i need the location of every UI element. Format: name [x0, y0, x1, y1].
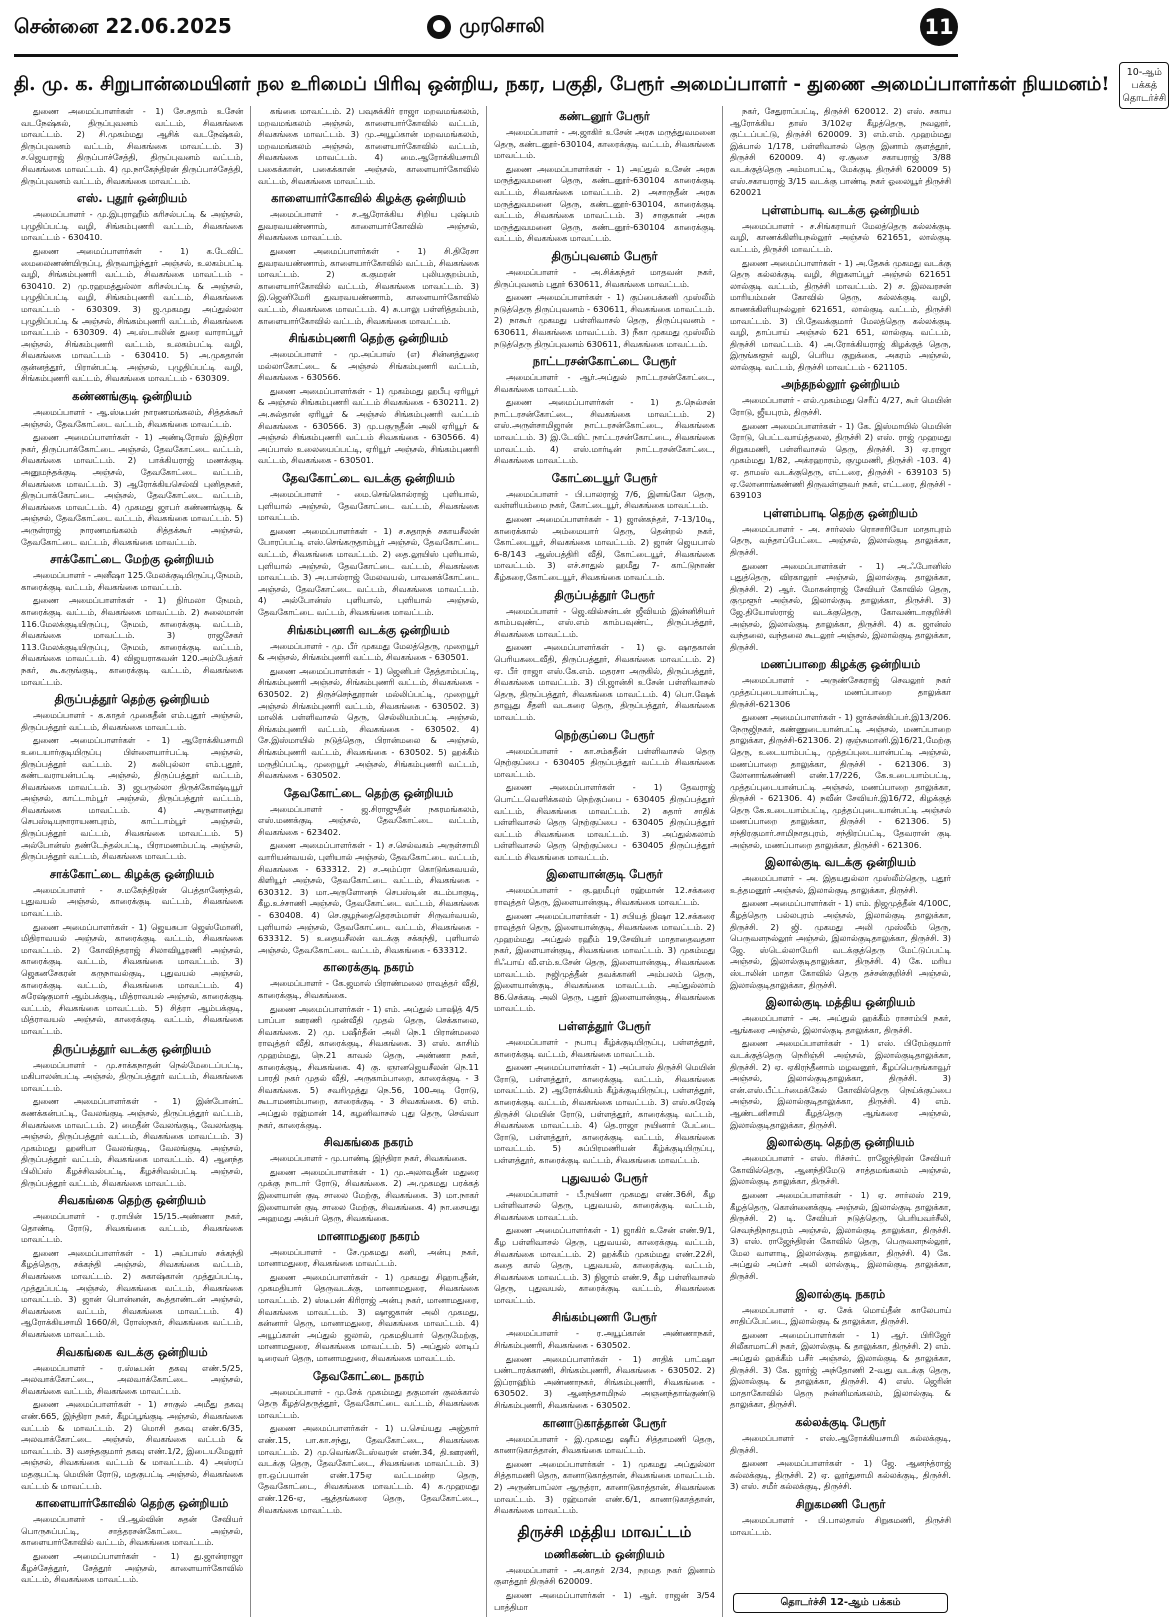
appointment-text: அமைப்பாளர் - பீ.நயினா முகமது எண்.36சி, கீழ பள்ளிவாசல் தெரு, புதுவயல், காரைக்குடி வட்டம், சிவகங்கை மாவட்டம்.	[494, 1188, 715, 1222]
appointment-section	[494, 1416, 715, 1517]
section-heading: சாக்கோட்டை கிழக்கு ஒன்றியம்	[49, 866, 215, 881]
appointment-text: துணை அமைப்பாளர்கள் - 1) மு.அலாவுதீன் மதுரை முக்கு நாடார் ரோடு, சிவகங்கை. 2) அ.முகமது பரக்கத் இளையான் குடி சாலை மேற்கு, சிவகங்கை. 3) மா.நாகர் இளையான் குடி சாலை மேற்கு, சிவகங்கை. 4) நா.சையது அஹமது அக்பர் தெரு, சிவகங்கை.	[258, 1166, 479, 1224]
column-4	[722, 106, 958, 1617]
headline: தி. மு. க. சிறுபான்மையினர் நல உரிமைப் பிரிவு ஒன்றிய, நகர, பகுதி, பேரூர் அமைப்பாளர் - துணை அமைப்பாளர்கள் நியமனம்!	[14, 74, 1110, 95]
appointment-section	[494, 1523, 715, 1543]
article-columns	[14, 106, 958, 1612]
section-heading: திருப்பத்தூர் வடக்கு ஒன்றியம்	[52, 1041, 212, 1056]
district-heading: திருச்சி மத்திய மாவட்டம்	[517, 1522, 692, 1541]
appointment-section	[258, 1229, 479, 1365]
column-3	[486, 106, 722, 1617]
appointment-text: அமைப்பாளர் - மு.பாண்டி இந்திரா நகர், சிவகங்கை.	[270, 1153, 468, 1164]
appointment-text: அமைப்பாளர் - அ. சார்லஸ் ரொசாரியோ மாதாபுரம் தெரு, வந்தாப்பேட்டை அஞ்சல், இலால்குடி தாலுக்கா, திருச்சி.	[730, 523, 951, 557]
section-heading: இலால்குடி தெற்கு ஒன்றியம்	[766, 1135, 915, 1150]
section-heading: இலால்குடி மத்திய ஒன்றியம்	[765, 995, 916, 1010]
section-heading: சாக்கோட்டை மேற்கு ஒன்றியம்	[50, 552, 214, 567]
appointment-section	[730, 1415, 951, 1493]
section-heading: சிவகங்கை நகரம்	[323, 1135, 414, 1150]
section-heading: இளையான்குடி பேரூர்	[546, 867, 663, 882]
section-heading: நாட்டரசன்கோட்டை பேரூர்	[532, 354, 677, 369]
appointment-section	[21, 106, 243, 187]
appointment-text: அமைப்பாளர் - அ.காதர் 2/34, நறமத நகர் இனாம் குளத்தூர் திருச்சி 620009.	[494, 1564, 715, 1587]
appointment-section	[21, 692, 243, 863]
appointment-section	[258, 191, 479, 327]
appointment-text: துணை அமைப்பாளர்கள் - 1) சி.திரேசா துவரவயண்ணாம், காளையார்கோவில் வட்டம், சிவகங்கை மாவட்டம். 2) க.குமரன் புலியகுறம்பம், காளையார்கோவில் வட்டம், சிவகங்கை மாவட்டம். 3) இ.ஜெனிமேரி துவரவயண்ணாம், காளையார்கோவில் வட்டம், சிவகங்கை மாவட்டம். 4) சு.பாலு பள்ளித்தம்பம், காளையார்கோவில் வட்டம், சிவகங்கை மாவட்டம்.	[258, 245, 479, 326]
appointment-text: அமைப்பாளர் - அ. அப்துல் ஹக்கீம் ராசாம்பி நகர், ஆங்கரை அஞ்சல், இலால்குடி தாலுக்கா, திருச்சி.	[730, 1013, 951, 1035]
appointment-text: துணை அமைப்பாளர்கள் - 1) அப்துல் உசேன் அரசு மருத்துவமனை தெரு, கண்டனூர்-630104 காரைக்குடி வட்டம், சிவகங்கை மாவட்டம். 2) அசாருதீன் அரசு மருத்துவமனை தெரு, கண்டனூர்-630104, காரைக்குடி வட்டம், சிவகங்கை மாவட்டம். 3) சாகுகான் அரசு மருத்துவமனை தெரு, கண்டனூர்-630104 காரைக்குடி வட்டம், சிவகங்கை மாவட்டம்.	[494, 163, 715, 244]
appointment-section	[730, 377, 951, 501]
appointment-text: துணை அமைப்பாளர்கள் - 1) ச.சுதாநந் சகாயசீலன் போரப்பட்டி எஸ்.செங்கருதாம்பூர் அஞ்சல், தேவகோட்டை வட்டம், சிவகங்கை மாவட்டம். 2) தை.லூயிஸ் புளியால், புளியால் அஞ்சல், தேவகோட்டை வட்டம், சிவகங்கை மாவட்டம். 3) அ.பால்ராஜ் மேலவயல், பாவனக்கோட்டை அஞ்சல், தேவகோட்டை வட்டம், சிவகங்கை மாவட்டம். 4) அல்போன்ஸ் புளியால், புளியால் அஞ்சல், தேவகோட்டை வட்டம், சிவகங்கை மாவட்டம்.	[258, 525, 479, 617]
section-heading: பள்ளத்தூர் பேரூர்	[558, 1019, 651, 1033]
appointment-section	[494, 1019, 715, 1167]
appointment-text: துணை அமைப்பாளர்கள் - 1) அ.தேசுக் முகமது வடக்கு தெரு கல்லக்குடி வழி, சிறுகளப்பூர் அஞ்சல் 621651 லால்குடி வட்டம், திருச்சி மாவட்டம். 2) ச. இலவரசன் மாரியம்மன் கோவில் தெரு, கல்லக்குடி வழி, காணக்கிளியநல்லூர் 621651, லால்குடி வட்டம், திருச்சி மாவட்டம். 3) பி.தேவக்குமார் மேலத்தெரு கல்லக்குடி வழி, தாப்பாய் அஞ்சல் 621 651, லால்குடி வட்டம், திருச்சி மாவட்டம். 4) அ.ரோக்கியராஜ் கிழக்குத் தெரு, இருங்களூர் வழி, பெரிய குறுக்கை, அகரம் அஞ்சல், லால்குடி வட்டம், திருச்சி மாவட்டம் - 621105.	[730, 257, 951, 372]
appointment-section	[258, 106, 479, 187]
appointment-text: துணை அமைப்பாளர்கள் - 1) முகமது அப்துல்லா சித்தாமணி தெரு, கானாடுகாத்தான், சிவகங்கை மாவட்டம். 2) அருண்பாப்லா ஆருத்ரா, கானாடுகாத்தான், சிவகங்கை மாவட்டம். 3) ரஹ்மான் எண்.6/1, கானாடுகாத்தான், சிவகங்கை மாவட்டம்.	[494, 1458, 715, 1516]
appointment-text: துணை அமைப்பாளர்கள் - 1) தேவராஜ் பொட்டவெளிக்கலம் நெற்குப்பை - 630405 திருப்பத்தூர் வட்டம், சிவகங்கை மாவட்டம். 2) சுதார் சாதிக் பள்ளிவாசல் தெரு நெற்குப்பை - 630405 திருப்பத்தூர் வட்டம் சிவகங்கை மாவட்டம். 3) அப்துல்கலாம் பள்ளிவாசல் தெரு நெற்குப்பை - 630405 திருப்பத்தூர் வட்டம் சிவகங்கை மாவட்டம்.	[494, 782, 715, 862]
section-heading: சிறுகமணி பேரூர்	[795, 1496, 886, 1511]
appointment-text: துணை அமைப்பாளர்கள் - 1) அப்பாஸ் சக்கந்தி கீழத்தெரு, சக்கந்தி அஞ்சல், சிவகங்கை வட்டம், சிவகங்கை மாவட்டம். 2) சுகாஷ்கான் முத்துப்பட்டி, முத்துப்பட்டி அஞ்சல், சிவகங்கை வட்டம், சிவகங்கை மாவட்டம். 3) ஜான் பொன்னன், கூத்தாண்டன் அஞ்சல், சிவகங்கை வட்டம், சிவகங்கை மாவட்டம். 4) ஆரோக்கியசாமி 1660/சி, ரோஸ்நகர், சிவகங்கை வட்டம், சிவகங்கை மாவட்டம்.	[21, 1247, 243, 1340]
appointment-text: அமைப்பாளர் - மு.சாக்கநாதன் நெல்மேடைப்பட்டி, மகிபாலன்பட்டி அஞ்சல், திருப்பத்தூர் வட்டம், சிவகங்கை மாவட்டம்.	[21, 1059, 243, 1093]
appointment-text: துணை அமைப்பாளர்கள் - 1) எஸ். பிரேம்குமார் வடக்குத்தெரு நெரிஞ்சி அஞ்சல், இலால்குடிதாலுக்கா, திருச்சி. 2) ஏ. ஏகிரந்தீனாம் மழவனூர், கீழப்பெருங்காவூர் அஞ்சல், இலால்குடிதாலுக்கா, திருச்சி. 3) என்.எஸ்.பீட்டர்மைக்கேல் கோவில்தெரு நெய்க்குப்பை அஞ்சல், இலால்குடிதாலுக்கா, திருச்சி. 4) எம். ஆண்டனிசாமி கீழத்தெரு ஆங்கரை அஞ்சல், இலால்குடிதாலுக்கா, திருச்சி.	[730, 1038, 951, 1130]
section-heading: காளையார்கோவில் கிழக்கு ஒன்றியம்	[271, 191, 466, 206]
section-heading: கண்ணங்குடி ஒன்றியம்	[72, 389, 192, 404]
appointment-text: அமைப்பாளர் - பி.ஆல்வின் சுதன் சேவியர் பொருசுப்பட்டி, சாத்தரசன்கோட்டை அஞ்சல், காளையார்கோவில் வட்டம், சிவகங்கை மாவட்டம்.	[21, 1514, 243, 1548]
paper-name: முரசொலி	[459, 14, 545, 37]
appointment-text: துணை அமைப்பாளர்கள் - 1) ஜாக்சன்கிப்பர்.இ13/206. நேருஜிநகர், கண்ணுடையான்பட்டி அஞ்சல், மணப்பாறை தாலுக்கா, திருச்சி-621306. 2) குஞ்சுமானி.இ16/21,மேற்கு தெரு, உடையாம்பட்டி, முத்தப்புடையான்பட்டி அஞ்சல், மணப்பாறை தாலுக்கா, திருச்சி - 621306. 3) லோனாங்கண்ணி எண்.17/226, கே.உடையாம்பட்டி, முத்தப்புடையான்பட்டி அஞ்சல், மணப்பாறை தாலுக்கா, திருச்சி - 621306. 4) நவீன் சேவியர்.இ16/72, கிழக்குத் தெரு கே.உடையாம்பட்டி, முத்தப்புடையான்பட்டி அஞ்சல் மணப்பாறை தாலுக்கா, திருச்சி - 621306. 5) சந்திரகுமார்.சாமிநாதபுரம், சந்திரப்பட்டி, தேவரான் குடி அஞ்சல், மணப்பாறை தாலுக்கா, திருச்சி - 621306.	[730, 712, 951, 850]
appointment-text: துணை அமைப்பாளர்கள் - 1) நிர்மலா நேமம், காரைக்குடி வட்டம், சிவகங்கை மாவட்டம். 2) சுலைமான் 116.மேலக்குடியிருப்பு, நேமம், காரைக்குடி வட்டம், சிவகங்கை மாவட்டம். 3) ராஜசேகர் 113.மேலக்குடியிருப்பு, நேமம், காரைக்குடி வட்டம், சிவகங்கை மாவட்டம். 4) விஜயராகவன் 120.அம்பேத்கர் நகர், கூ.கருங்குடி, காரைக்குடி வட்டம், சிவகங்கை மாவட்டம்.	[21, 595, 243, 687]
appointment-text: அமைப்பாளர் - பி.பாலதாஸ் சிறுகமணி, திருச்சி மாவட்டம்.	[730, 1514, 951, 1537]
appointment-text: அமைப்பாளர் - ஆர்.அப்துல் நாட்டரசன்கோட்டை, சிவகங்கை மாவட்டம்.	[494, 372, 715, 394]
appointment-text: துணை அமைப்பாளர்கள் - 1) ஆரோக்கியசாமி உடையார்குடியிருப்பு பிள்ளையார்பட்டி அஞ்சல், திருப்பத்தூர் வட்டம். 2) கலிபுல்லா எம்.புதூர், கண்டவராயன்பட்டி அஞ்சல், திருப்பத்தூர் வட்டம், சிவகங்கை மாவட்டம். 3) ஜபருல்லா திருக்கோஷ்டியூர் அஞ்சல், காட்டாம்பூர் அஞ்சல், திருப்பத்தூர் வட்டம், சிவகங்கை மாவட்டம். 4) அருளானந்து செபஸ்டியநாராயணபுரம், காட்டாம்பூர் அஞ்சல், திருப்பத்தூர் வட்டம், சிவகங்கை மாவட்டம். 5) அல்போன்ஸ் தண்டேந்தல்பட்டி, பிராமணம்பட்டி அஞ்சல், திருப்பத்தூர் வட்டம், சிவகங்கை மாவட்டம்.	[21, 735, 243, 862]
appointment-text: அமைப்பாளர் - எல்.முகம்மது செரீப் 4/27, கூர் மெயின் ரோடு, ஜீயபுரம், திருச்சி.	[730, 395, 951, 418]
section-heading: இலால்குடி வடக்கு ஒன்றியம்	[764, 855, 917, 870]
appointment-text: துணை அமைப்பாளர்கள் - 1) ஆர். ராஜன் 3/54 பாத்திமா	[494, 1589, 715, 1612]
appointment-section	[258, 623, 479, 782]
appointment-text: துணை அமைப்பாளர்கள் - 1) சே.சதாம் உசேன் வடநேஷ்கல், திருப்புவனம் வட்டம், சிவகங்கை மாவட்டம். 2) சி.முகம்மது ஆசிக் வடநேஷ்கல், திருப்புவனம் வட்டம், சிவகங்கை மாவட்டம். 3) ச.ஜெயராஜ் திருப்பாச்சேத்தி, திருப்புவனம் வட்டம், சிவகங்கை மாவட்டம். 4) மு.நாகேந்திரன் திருப்பாச்சேத்தி, திருப்புவனம் வட்டம், சிவகங்கை மாவட்டம்.	[21, 106, 243, 186]
appointment-text: அமைப்பாளர் - மு.அப்பாஸ் (எ) சின்னத்துரை மல்லாகோட்டை & அஞ்சல் சிங்கம்புணரி வட்டம், சிவகங்கை - 630566.	[258, 349, 479, 383]
appointment-text: துணை அமைப்பாளர்கள் - 1) ஜெயசுபா ஜெஸ்மோனி, மிதிராவயல் அஞ்சல், காரைக்குடி வட்டம், சிவகங்கை மாவட்டம். 2) கோவிந்தராஜ் சிலாவியூரணி அஞ்சல், காரைக்குடி வட்டம், சிவகங்கை மாவட்டம். 3) ஜெகனசேகரன் கருநாவல்குடி, புதுவயல் அஞ்சல், காரைக்குடி வட்டம், சிவகங்கை மாவட்டம். 4) சுரேஷ்குமார் ஆம்பக்குடி, மித்ராவயல் அஞ்சல், காரைக்குடி வட்டம், சிவகங்கை மாவட்டம். 5) சித்ரா ஆம்பக்குடி, மித்ராவயல் அஞ்சல், காரைக்குடி வட்டம், சிவகங்கை மாவட்டம்.	[21, 921, 243, 1036]
appointment-text: துணை அமைப்பாளர்கள் - 1) கே. இஸ்மாயில் மெயின் ரோடு, பெட்டவாய்த்தலை, திருச்சி 2) எஸ். ராஜ் முஹமது சிறுகமணி, பள்ளிவாசல் தெரு, திருச்சி. 3) ஏ.ராஜா முகம்மது 1/82, அக்ரஹாரம், குழுமணி, திருச்சி -103. 4) ஏ. தாமஸ் வடக்குதெரு, எட்டரை, திருச்சி - 639103 5) ஏ.லோனாங்கண்ணி திருவள்ளுவர் நகர், எட்டரை, திருச்சி - 639103	[730, 420, 951, 501]
appointment-section	[730, 203, 951, 374]
appointment-text: துணை அமைப்பாளர்கள் - 1) குப்பைக்கனி முஸ்லீம் நடுத்தெரு திருப்புவனம் - 630611, சிவகங்கை மாவட்டம். 2) நாகூர் முகமது பள்ளிவாசல் தெரு, திருப்புவனம் - 630611, சிவகங்கை மாவட்டம். 3) நீகா முகமது முஸ்லீம் நடுத்தெரு திருப்புவனம் 630611, சிவகங்கை மாவட்டம்.	[494, 292, 715, 349]
appointment-text: துணை அமைப்பாளர்கள் - 1) ஜே. ஆனந்த்ராஜ் கல்லக்குடி, திருச்சி. 2) ஏ. லூர்துசாமி கல்லக்குடி, திருச்சி. 3) எஸ். சமீர் கல்லக்குடி, திருச்சி.	[730, 1458, 951, 1492]
appointment-section	[730, 1135, 951, 1283]
page-number: 11	[920, 8, 958, 46]
section-heading: சிங்கம்புணரி தெற்கு ஒன்றியம்	[288, 331, 449, 346]
continued-from-box: 10-ஆம் பக்கத் தொடர்ச்சி	[1119, 62, 1169, 109]
appointment-text: அமைப்பாளர் - ஜெ.வில்சன்டன் ஜீவியம் இன்னிசியர் காம்பவுண்ட், எஸ்.எம் காம்பவுண்ட், திருப்பத்தூர், சிவகங்கை மாவட்டம்.	[494, 605, 715, 639]
appointment-text: துணை அமைப்பாளர்கள் - 1) இன்போன்ட் கணக்கன்பட்டி, வேலங்குடி அஞ்சல், திருப்பத்தூர் வட்டம், சிவகங்கை மாவட்டம். 2) மைதீன் வேலங்குடி, வேலங்குடி அஞ்சல், திருப்பத்தூர் வட்டம், சிவகங்கை மாவட்டம். 3) முகம்மது ஹனிபா வேலங்குடி, வேலங்குடி அஞ்சல், திருப்பத்தூர் வட்டம், சிவகங்கை மாவட்டம். 4) ஆனந்த பிலிப்ஸ் கீழச்சிவல்பட்டி, கீழச்சிவல்பட்டி அஞ்சல், திருப்பத்தூர் வட்டம், சிவகங்கை மாவட்டம்.	[21, 1096, 243, 1188]
section-heading: திருப்புவனம் பேரூர்	[551, 248, 658, 263]
appointment-section	[730, 506, 951, 654]
appointment-section	[258, 1369, 479, 1517]
section-heading: கானாடுகாத்தான் பேரூர்	[542, 1415, 667, 1430]
appointment-section	[730, 106, 951, 199]
appointment-section	[21, 867, 243, 1038]
paper-title	[427, 15, 545, 40]
appointment-section	[258, 471, 479, 619]
section-heading: மானாமதுரை நகரம்	[317, 1228, 420, 1243]
section-heading: திருப்பத்தூர் தெற்கு ஒன்றியம்	[54, 692, 210, 707]
section-heading: புதுவயல் பேரூர்	[561, 1170, 648, 1185]
section-heading: இலால்குடி நகரம்	[795, 1286, 886, 1301]
appointment-section	[21, 1193, 243, 1341]
appointment-text: துணை அமைப்பாளர்கள் - 1) அ.ஃபோனிஸ் புதுத்தெரு, விரகாலூர் அஞ்சல், இலால்குடி தாலுக்கா, திருச்சி. 2) ஆர். மோகன்ராஜ் சேவியர் கோவில் தெரு, குமுளூர் அஞ்சல், இலால்குடி தாலுக்கா, திருச்சி. 3) ஜே.தியோஸ்ராஜ் வடக்குதெரு, கோவண்டாகுறிச்சி அஞ்சல், இலால்குடி தாலுக்கா, திருச்சி. 4) க. ஜான்ஸ் வந்தலை, வந்தலை கூடலூர் அஞ்சல், இலால்குடி தாலுக்கா, திருச்சி.	[730, 560, 951, 652]
section-heading: புள்ளம்பாடி தெற்கு ஒன்றியம்	[763, 505, 918, 520]
appointment-text: கங்கை மாவட்டம். 2) பவுசுக்கிர் ராஜா மறவமங்கலம், மறவமங்கலம் அஞ்சல், காளையார்கோவில் வட்டம், சிவகங்கை மாவட்டம். 3) மு.அயூப்கான் மறவமங்கலம், மறவமங்கலம் அஞ்சல், காளையார்கோவில் வட்டம், சிவகங்கை மாவட்டம். 4) மை.ஆரோக்கியசாமி பகைக்கான், பகைக்கான் அஞ்சல், காளையார்கோவில் வட்டம், சிவகங்கை மாவட்டம்.	[258, 106, 479, 186]
appointment-text: அமைப்பாளர் - ஜ.சிராஜுதீன் நகரமங்கலம், எஸ்.மணக்குடி அஞ்சல், தேவகோட்டை வட்டம், சிவகங்கை - 623402.	[258, 803, 479, 837]
appointment-text: துணை அமைப்பாளர்கள் - 1) ஜாகிர் உசேன் எண்.9/1, கீழ பள்ளிவாசல் தெரு, புதுவயல், காரைக்குடி வட்டம், சிவகங்கை மாவட்டம். 2) ஹக்கீம் முகம்மது எண்.22சி, கதை கால் தெரு, புதுவயல், காரைக்குடி வட்டம், சிவகங்கை மாவட்டம். 3) நிஜாம் எண்.9, கீழ பள்ளிவாசல் தெரு, புதுவயல், காரைக்குடி வட்டம், சிவகங்கை மாவட்டம்.	[494, 1225, 715, 1305]
appointment-text: துணை அமைப்பாளர்கள் - 1) ஜெனிபர் தேத்தாம்பட்டி, சிங்கம்புணரி அஞ்சல், சிங்கம்புணரி வட்டம், சிவகங்கை - 630502. 2) திருச்செந்தூரான் மல்லிப்பட்டி, முறையூர் அஞ்சல் சிங்கம்புணரி வட்டம், சிவகங்கை - 630502. 3) மாலிக் பள்ளிவாசல் தெரு, செல்லியம்பட்டி அஞ்சல், சிங்கம்புணரி வட்டம், சிவகங்கை - 630502. 4) சே.இஸ்மாயில் நடுத்தெரு, பிரான்மலை & அஞ்சல், சிங்கம்புணரி வட்டம், சிவகங்கை - 630502. 5) ஹக்கீம் மருதிப்பட்டி, முறையூர் அஞ்சல், சிங்கம்புணரி வட்டம், சிவகங்கை - 630502.	[258, 665, 479, 781]
appointment-text: துணை அமைப்பாளர்கள் - 1) த.நெல்சன் நாட்டரசன்கோட்டை, சிவகங்கை மாவட்டம். 2) எஸ்.அருள்சாமிஜான் நாட்டரசன்கோட்டை, சிவகங்கை மாவட்டம். 3) இ.டேவிட் நாட்டரசன்கோட்டை, சிவகங்கை மாவட்டம். 4) எஸ்.மார்டின் நாட்டரசன்கோட்டை, சிவகங்கை மாவட்டம்.	[494, 397, 715, 466]
appointment-text: அமைப்பாளர் - அ. இதயதுல்லா முஸ்லீம்தெரு, புதூர் உத்தமனூர் அஞ்சல், இலால்குடி தாலுக்கா, திருச்சி.	[730, 873, 951, 895]
appointment-section	[21, 191, 243, 385]
appointment-section	[21, 1345, 243, 1493]
appointment-text: அமைப்பாளர் - இ.முகமது ஷரீப் சித்தாமணி தெரு, கானாடுகாத்தான், சிவகங்கை மாவட்டம்.	[494, 1433, 715, 1456]
appointment-section	[494, 471, 715, 584]
appointment-section	[21, 1042, 243, 1190]
appointment-text: துணை அமைப்பாளர்கள் - 1) ஓ. ஷாதகான் பெரியகடைவீதி, திருப்பத்தூர், சிவகங்கை மாவட்டம். 2) ஏ. பீர் ராஜா எஸ்.கே.எம். மதரசா அருகில், திருப்பத்தூர், சிவகங்கை மாவட்டம். 3) பி.ஜான்சி உசேன் பள்ளிவாசல் தெரு, திருப்பத்தூர், சிவகங்கை மாவட்டம். 4) பொ.ஷேக் தாவூது சீதளி வடகரை தெரு, திருப்பத்தூர், சிவகங்கை மாவட்டம்.	[494, 642, 715, 722]
section-heading: திருப்பத்தூர் பேரூர்	[554, 587, 655, 602]
rising-sun-logo-icon	[427, 15, 451, 39]
appointment-text: அமைப்பாளர் - மை.செங்கொல்ராஜ் புளியால், புளியால் அஞ்சல், தேவகோட்டை வட்டம், சிவகங்கை மாவட்டம்.	[258, 489, 479, 523]
appointment-text: அமைப்பாளர் - ர.ஸ்டீபன் தகவு எண்.5/25, அலவாக்கோட்டை, அலவாக்கோட்டை அஞ்சல், சிவகங்கை வட்டம், சிவகங்கை மாவட்டம்.	[21, 1362, 243, 1396]
appointment-section	[21, 389, 243, 548]
column-1	[14, 106, 250, 1617]
column-2	[250, 106, 486, 1617]
appointment-text: அமைப்பாளர் - மு.இபுராஹீம் கரிசல்பட்டி & அஞ்சல், புழுதிப்பட்டி வழி, சிங்கம்புணரி வட்டம், சிவகங்கை மாவட்டம் - 630410.	[21, 209, 243, 243]
appointment-text: அமைப்பாளர் - அருண்சேகராஜ் செவலூர் நகர் முத்தப்புடையான்பட்டி, மணப்பாறை தாலுக்கா திருச்சி-621306	[730, 675, 951, 709]
appointment-text: அமைப்பாளர் - ச.மகேந்திரன் பெத்தானேந்தல், புதுவயல் அஞ்சல், காரைக்குடி வட்டம், சிவகங்கை மாவட்டம்.	[21, 884, 243, 919]
appointment-text: அமைப்பாளர் - ச.சிங்கராயர் மேலத்தெரு கல்லக்குடி வழி, காணக்கிளியநல்லூர் அஞ்சல் 621651, லால்குடி வட்டம், திருச்சி மாவட்டம்.	[730, 220, 951, 254]
section-heading: மணிகண்டம் ஒன்றியம்	[544, 1546, 665, 1561]
appointment-section	[494, 588, 715, 724]
section-heading: எஸ். புதூர் ஒன்றியம்	[76, 191, 188, 206]
appointment-text: துணை அமைப்பாளர்கள் - 1) சாதிக் பாட்ஷா பண்டாரக்காணி, சிங்கம்புணரி, சிவகங்கை - 630502. 2) இப்ராஹிம் அண்ணாநகர், சிங்கம்புணரி, சிவகங்கை - 630502. 3) ஆனந்தசாமிநல் அஞனந்தாங்குண்டு சிங்கம்புணரி, சிவகங்கை - 630502.	[494, 1353, 715, 1411]
appointment-text: அமைப்பாளர் - கு.ஹமீபுர் ரஹ்மான் 12.சக்கரை ராவுத்தர் தெரு, இளையான்குடி, சிவகங்கை மாவட்டம்.	[494, 885, 715, 908]
appointment-section	[258, 786, 479, 957]
section-heading: அந்தநல்லூர் ஒன்றியம்	[781, 377, 900, 392]
appointment-text: அமைப்பாளர் - கே.ஜமால் பிராண்மலை ராவுத்தர் வீதி, காரைக்குடி, சிவகங்கை.	[258, 978, 479, 1000]
section-heading: தேவகோட்டை வடக்கு ஒன்றியம்	[282, 471, 455, 486]
appointment-section	[258, 331, 479, 467]
appointment-text: துணை அமைப்பாளர்கள் - 1) க.டேவிட் மைலைணண்யிருப்பு, திருவாழ்ந்தூர் அஞ்சல், உலகம்பட்டி வழி, சிங்கம்புணரி வட்டம், சிவகங்கை மாவட்டம் - 630410. 2) மு.ரஹமத்துல்லா கரிசல்பட்டி & அஞ்சல், புழுதிப்பட்டி வழி, சிங்கம்புணரி வட்டம், சிவகங்கை மாவட்டம் - 630309. 3) ஜ.முகமது அப்துல்லா புழுதிப்பட்டி & அஞ்சல், சிங்கம்புணரி வட்டம், சிவகங்கை மாவட்டம் - 630309. 4) அ.ஸ்டாலின் துரை வாராப்பூர் அஞ்சல், சிங்கம்புணரி வட்டம், உலகம்பட்டி வழி, சிவகங்கை மாவட்டம் - 630410. 5) அ.முகதான் குன்னத்தூர், பிரான்பட்டி அஞ்சல், புழுதிப்பட்டி வழி, சிங்கம்புணரி வட்டம், சிவகங்கை மாவட்டம் - 630309.	[21, 245, 243, 384]
appointment-text: அமைப்பாளர் - க.காதர் முகைதீன் எம்.புதூர் அஞ்சல், திருப்பத்தூர் வட்டம், சிவகங்கை மாவட்டம்.	[21, 710, 243, 732]
section-heading: காளையார்கோவில் தெற்கு ஒன்றியம்	[35, 1496, 229, 1511]
appointment-text: அமைப்பாளர் - மு.சேக் முகம்மது தகுமான் குலக்கால் தெரு கீழத்தெருத்தூர், தேவகோட்டை வட்டம், சிவகங்கை மாவட்டம்.	[258, 1386, 479, 1420]
appointment-section	[730, 1497, 951, 1538]
appointment-text: அமைப்பாளர் - பி.பாலராஜ் 7/6, இளங்கோ தெரு, வள்ளியம்மை நகர், கோட்டையூர், சிவகங்கை மாவட்டம்.	[494, 488, 715, 511]
appointment-section	[730, 657, 951, 851]
appointment-section	[730, 995, 951, 1131]
appointment-text: துணை அமைப்பாளர்கள் - 1) ஆர். பிரிஜேர் சிலீகாமாட்சி நகர், இலால்குடி & தாலுக்கா, திருச்சி. 2) எம். அப்துல் ஹக்கீம் பசீர் அஞ்சல், இலால்குடி & தாலுக்கா, திருச்சி. 3) கே. ஜார்ஜ் அந்தோணி 2-வது வடக்கு தெரு, இலால்குடி & தாலுக்கா, திருச்சி. 4) எஸ். ஜெரின் மாதாகோவில் தெரு நன்னிமங்கலம், இலால்குடி & தாலுக்கா, திருச்சி.	[730, 1329, 951, 1410]
section-heading: சிங்கம்புணரி பேரூர்	[552, 1310, 657, 1325]
appointment-section	[494, 354, 715, 467]
appointment-text: துணை அமைப்பாளர்கள் - 1) முகம்மது ஹபீபு ஏரியூர் & அஞ்சல் சிங்கம்புணரி வட்டம் சிவகங்கை - 630211. 2) அ.சுல்தான் ஏரியூர் & அஞ்சல் சிங்கம்புணரி வட்டம் சிவகங்கை - 630566. 3) மு.பகுருதீன் அலி ஏரியூர் & அஞ்சல் சிங்கம்புணரி வட்டம் சிவகங்கை - 630566. 4) அப்பாஸ் உலையைப்பட்டி, ஏரியூர் அஞ்சல், சிங்கம்புணரி வட்டம், சிவகங்கை - 630501.	[258, 385, 479, 466]
appointment-section	[730, 855, 951, 991]
appointment-text: அமைப்பாளர் - ர.அயூப்கான் அண்ணாநகர், சிங்கம்புணரி, சிவகங்கை - 630502.	[494, 1328, 715, 1351]
appointment-text: அமைப்பாளர் - ர.ராபின் 15/15.அண்ணா நகர், தொண்டி ரோடு, சிவகங்கை வட்டம், சிவகங்கை மாவட்டம்.	[21, 1211, 243, 1245]
masthead	[14, 0, 958, 57]
appointment-section	[258, 960, 479, 1131]
appointment-text: அமைப்பாளர் - அனீஷா 125.மேலக்குடியிருப்பு,நேமம், காரைக்குடி வட்டம், சிவகங்கை மாவட்டம்.	[21, 570, 243, 592]
section-heading: கல்லக்குடி பேரூர்	[795, 1415, 886, 1429]
section-heading: மணப்பாறை கிழக்கு ஒன்றியம்	[760, 657, 921, 672]
dateline: சென்னை 22.06.2025	[14, 13, 232, 38]
appointment-text: துணை அமைப்பாளர்கள் - 1) அப்பாஸ் திருச்சி மெயின் ரோடு, பள்ளத்தூர், காரைக்குடி வட்டம், சிவகங்கை மாவட்டம். 2) ஆரோக்கியம் கீழ்க்குடியிருப்பு, பள்ளத்தூர், காரைக்குடி வட்டம், சிவகங்கை மாவட்டம். 3) எஸ்.சுரேஷ் திருச்சி மெயின் ரோடு, பள்ளத்தூர், காரைக்குடி வட்டம், சிவகங்கை மாவட்டம். 4) தெ.ராஜா நயினார் பேட்டை ரோடு, பள்ளத்தூர், காரைக்குடி வட்டம், சிவகங்கை மாவட்டம். 5) சுப்பிரமணியன் கீழ்க்குடியிருப்பு, பள்ளத்தூர், காரைக்குடி வட்டம், சிவகங்கை மாவட்டம்.	[494, 1062, 715, 1165]
appointment-section	[494, 728, 715, 864]
continued-to-box: தொடர்ச்சி 12-ஆம் பக்கம்	[733, 1593, 948, 1613]
appointment-text: துணை அமைப்பாளர்கள் - 1) ச.செல்வகம் அருள்சாமி வாரியன்வயல், புளியால் அஞ்சல், தேவகோட்டை வட்டம், சிவகங்கை - 633312. 2) ச.அம்ப்ரா கொடுங்கவயல், கிளியூர் அஞ்சல், தேவகோட்டை வட்டம், சிவகங்கை - 630312. 3) மா.அருளோனந் செபஸ்டின் கடம்பாகுடி, கீழ.உச்சாணி அஞ்சல், தேவகோட்டை வட்டம், சிவகங்கை - 630408. 4) செ.குழந்தைதெரசம்மாள் சிருவர்வயல், புளியால் அஞ்சல், தேவகோட்டை வட்டம், சிவகங்கை - 633312. 5) உதையசீலன் வடக்கு சக்கந்தி, புளியால் அஞ்சல், தேவகோட்டை வட்டம், சிவகங்கை - 633312.	[258, 840, 479, 955]
appointment-text: அமைப்பாளர் - எஸ்.ஆரோக்கியசாமி கல்லக்குடி, திருச்சி.	[730, 1433, 951, 1455]
appointment-section	[494, 867, 715, 1015]
section-heading: சிவகங்கை வடக்கு ஒன்றியம்	[56, 1344, 208, 1359]
appointment-text: அமைப்பாளர் - ஆ.ஸ்டீபன் நாரணமங்கலம், சித்தக்கூர் அஞ்சல், தேவகோட்டை வட்டம், சிவகங்கை மாவட்டம்.	[21, 407, 243, 429]
appointment-text: துணை அமைப்பாளர்கள் - 1) முகமது சிஹாபுதீன், முகமதியார் தெருவடக்கு, மானாமதுரை, சிவகங்கை மாவட்டம். 2) ஸ்டீபன் கிரிராஜ் அன்பு நகர், மானாமதுரை, சிவகங்கை மாவட்டம். 3) ஷாஜகான் அலி முகமது, கன்னார் தெரு, மானாமதுரை, சிவகங்கை மாவட்டம். 4) அயூப்கான் அப்துல் ஜலால், முகமதியார் தெருமேற்கு, மானாமதுரை, சிவகங்கை மாவட்டம். 5) அப்துல் லாடிப் டிரைவர் தெரு, மானாமதுரை, சிவகங்கை மாவட்டம்.	[258, 1271, 479, 1364]
section-heading: காரைக்குடி நகரம்	[323, 960, 414, 975]
appointment-section	[21, 1496, 243, 1586]
section-heading: கோட்டையூர் பேரூர்	[551, 470, 658, 485]
section-heading: சிவகங்கை தெற்கு ஒன்றியம்	[58, 1193, 206, 1208]
headline-band	[14, 63, 1167, 107]
appointment-section	[494, 1171, 715, 1307]
appointment-text: துணை அமைப்பாளர்கள் - 1) து.ஜான்ராஜா கீழச்சேத்தூர், சேத்தூர் அஞ்சல், காளையார்கோவில் வட்டம், சிவகங்கை மாவட்டம்.	[21, 1550, 243, 1585]
appointment-text: அமைப்பாளர் - அ.ஜாகிர் உசேன் அரசு மருத்துவமனை தெரு, கண்டனூர்-630104, காரைக்குடி வட்டம், சிவகங்கை மாவட்டம்.	[494, 127, 715, 161]
appointment-text: துணை அமைப்பாளர்கள் - 1) எம். அப்துல் பாஷித் 4/5 பாப்பா ஊரணி முன்வீதி முதல் தெரு, செக்காலை, சிவகங்கை. 2) மு. பஷீர்தீன் அலி நெ.1 பிரான்மலை ராவுத்தர் வீதி, காரைக்குடி, சிவகங்கை. 3) எஸ். காசிம் முஹம்மது, நெ.21 காவல் தெரு, அண்ணா நகர், காரைக்குடி, சிவகங்கை. 4) கு. ஞானஜெயசீலன் நெ.11 பாரதி நகர் முதல் வீதி, அருகாம்பாறை, காரைக்குடி - 3 சிவகங்கை. 5) சவரிமுத்து நெ.56, 100அடி ரோடு, கூடாமணம்பாறை, காரைக்குடி - 3 சிவகங்கை. 6) எம். அப்துல் ரஹ்மான் 14, கழனிவாசல் புது தெரு, செவ்வா நகர், காரைக்குடி.	[258, 1003, 479, 1130]
appointment-text: அமைப்பாளர் - எஸ். ரிச்சர்ட் ராஜேந்திரன் சேவியர் கோவில்தெரு, ஆனந்திமேடு சாத்தமங்கலம் அஞ்சல், இலால்குடி தாலுக்கா, திருச்சி.	[730, 1153, 951, 1187]
appointment-text: அமைப்பாளர் - நபாபு கீழ்க்குடியிருப்பு, பள்ளத்தூர், காரைக்குடி வட்டம், சிவகங்கை மாவட்டம்.	[494, 1037, 715, 1059]
appointment-text: அமைப்பாளர் - சே.முகமது கனி, அன்பு நகர், மானாமதுரை, சிவகங்கை மாவட்டம்.	[258, 1246, 479, 1269]
section-heading: சிங்கம்புணரி வடக்கு ஒன்றியம்	[287, 622, 450, 637]
appointment-section	[494, 1547, 715, 1613]
appointment-text: துணை அமைப்பாளர்கள் - 1) சபியத் நிஷா 12.சக்கரை ராவுத்தர் தெரு, இளையான்குடி, சிவகங்கை மாவட்டம். 2) முஹம்மது அப்துல் ரஹீம் 19,சேவியர் மாதாதைவதசா நகர், இளையான்குடி, சிவகங்கை மாவட்டம். 3) முகம்மது ரிஃபாய் வீ.எம்.உசேன் தெரு, இளையான்குடி, சிவகங்கை மாவட்டம். நஜிமுத்தீன் தவக்கானி அம்பலம் தெரு, இளையான்குடி, சிவகங்கை மாவட்டம். அப்துல்லாம் 86.செக்கடி அலி தெரு, புதூர் இளையான்குடி, சிவகங்கை மாவட்டம்.	[494, 910, 715, 1014]
appointment-section	[730, 1287, 951, 1411]
appointment-section	[494, 109, 715, 245]
appointment-text: துணை அமைப்பாளர்கள் - 1) ஏ. சார்லஸ் 219, கீழத்தெரு, கொன்னைக்குடி அஞ்சல், இலால்குடி தாலுக்கா, திருச்சி. 2) டி. சேவியர் நடுத்தெரு, பெரியவர்சீலி, செவந்திநாதபுரம் அஞ்சல், இலால்குடி தாலுக்கா, திருச்சி. 3) எஸ். ராஜேந்திரன் கோவில் தெரு, பெருவளநல்லூர், மேல வாளாடி, இலால்குடி தாலுக்கா, திருச்சி. 4) கே. அப்துல் அப்சர் அலி லால்குடி, இலால்குடி தாலுக்கா, திருச்சி.	[730, 1189, 951, 1282]
section-heading: தேவகோட்டை தெற்கு ஒன்றியம்	[283, 785, 454, 800]
appointment-text: அமைப்பாளர் - அ.சிக்கந்தர் மாதவன் நகர், திருப்புவனம் புதூர் 630611, சிவகங்கை மாவட்டம்.	[494, 266, 715, 289]
appointment-section	[494, 1310, 715, 1411]
appointment-text: அமைப்பாளர் - கா.சம்சுதீன் பள்ளிவாசல் தெரு நெற்குப்பை - 630405 திருப்பத்தூர் வட்டம் சிவகங்கை மாவட்டம்.	[494, 745, 715, 779]
appointment-text: துணை அமைப்பாளர்கள் - 1) அண்டிரோஸ் இந்திரா நகர், திருப்பாக்கோட்டை அஞ்சல், தேவகோட்டை வட்டம், சிவகங்கை மாவட்டம். 2) பாக்கியராஜ் மணக்குடி அனுமந்தக்குடி அஞ்சல், தேவகோட்டை வட்டம், சிவகங்கை மாவட்டம். 3) ஆரோக்கியசெல்வி புனிதநகர், திருப்பாக்கோட்டை அஞ்சல், தேவகோட்டை வட்டம், சிவகங்கை மாவட்டம். 4) முகமது ஜாபர் கண்ணங்குடி & அஞ்சல், தேவகோட்டை வட்டம், சிவகங்கை மாவட்டம். 5) அருள்ராஜ் நாரணமங்கலம் சித்தக்கூர் அஞ்சல், தேவகோட்டை வட்டம், சிவகங்கை மாவட்டம்.	[21, 432, 243, 547]
section-heading: தேவகோட்டை நகரம்	[312, 1368, 425, 1383]
appointment-section	[258, 1135, 479, 1225]
appointment-text: நகர், சேதுராப்பட்டி, திருச்சி 620012. 2) எஸ். சகாய ஆரோக்கிய தாஸ் 3/102ஏ கீழத்தெரு, நவலூர், குட்டப்பட்டு, திருச்சி 620009. 3) எம்.எம். முஹம்மது இக்பால் 1/178, பள்ளிவாசல் தெரு இனாம் குளத்தூர், திருச்சி 620009. 4) ஏ.சூசை சகாயராஜ் 3/88 வடக்குத்தெரு அம்மாபட்டி, மேக்குடி திருச்சி 620009 5) எஸ்.சகாயராஜ் 3/15 வடக்கு பாண்டி நகர் ஓலையூர் திருச்சி 620021	[730, 106, 951, 198]
appointment-section	[494, 249, 715, 350]
appointment-text: அமைப்பாளர் - ஏ. சேக் மொய்தீன் காலேபாய் சாதிப்பேட்டை, இலால்குடி & தாலுக்கா, திருச்சி.	[730, 1304, 951, 1327]
appointment-text: அமைப்பாளர் - மு. பீர் முகமது மேலத்தெரு, முறையூர் & அஞ்சல், சிங்கம்புணரி வட்டம், சிவகங்கை - 630501.	[258, 640, 479, 663]
appointment-text: துணை அமைப்பாளர்கள் - 1) சாகுல் அமீது தகவு எண்.665, இந்திரா நகர், கீழப்பூங்குடி அஞ்சல், சிவகங்கை வட்டம் & மாவட்டம். 2) மொசி தகவு எண்.6/35, அலவாக்கோட்டை அஞ்சல், சிவகங்கை வட்டம் & மாவட்டம். 3) வசந்தகுமார் தகவு எண்.1/2, இடையமேலூர் அஞ்சல், சிவகங்கை வட்டம் & மாவட்டம். 4) அஸ்ரப் மதகுபட்டி மெயின் ரோடு, மதகுபட்டி அஞ்சல், சிவகங்கை வட்டம் & மாவட்டம்.	[21, 1399, 243, 1491]
appointment-text: துணை அமைப்பாளர்கள் - 1) எம். நிஜமுத்தீன் 4/100C, கீழத்தெரு பல்லபுரம் அஞ்சல், இலால்குடி தாலுக்கா, திருச்சி. 2) ஜி. முகமது அலி முஸ்லீம் தெரு, பெருவளநல்லூர் அஞ்சல், இலால்குடிதாலுக்கா, திருச்சி. 3) ஜே. ஸ்டெல்லாமேரி வடக்குத்தெரு மேட்டுப்பட்டி அஞ்சல், இலால்குடிதாலுக்கா, திருச்சி. 4) கே. மரிய ஸ்டாலின் மாதா கோவில் தெரு தச்சன்குறிச்சி அஞ்சல், இலால்குடிதாலுக்கா, திருச்சி.	[730, 898, 951, 990]
appointment-text: துணை அமைப்பாளர்கள் - 1) ப.செய்யது அஜ்தார் எண்.15, பா.கா.சந்து, தேவகோட்டை, சிவகங்கை மாவட்டம். 2) மு.வெங்கடேஸ்வரன் எண்.34, தி.ஊரணி, வடக்கு தெரு, தேவகோட்டை, சிவகங்கை மாவட்டம். 3) ரா.ஒப்பயான் எண்.175ஏ வட்டமன்ற தெரு, தேவகோட்டை, சிவகங்கை மாவட்டம். 4) க.முஹமது எண்.126-ஏ, ஆத்தங்கரை தெரு, தேவகோட்டை, சிவகங்கை மாவட்டம்.	[258, 1423, 479, 1515]
section-heading: நெற்குப்பை பேரூர்	[554, 727, 655, 742]
appointment-text: அமைப்பாளர் - ச.ஆரோக்கிய சிறிய புஷ்பம் துவரவயண்ணாம், காளையார்கோவில் அஞ்சல், சிவகங்கை மாவட்டம்.	[258, 209, 479, 243]
section-heading: கண்டனூர் பேரூர்	[559, 109, 650, 123]
appointment-section	[21, 552, 243, 688]
section-heading: புள்ளம்பாடி வடக்கு ஒன்றியம்	[761, 202, 920, 217]
appointment-text: துணை அமைப்பாளர்கள் - 1) ஜான்கந்தர், 7-13/10டி, காரைக்கால் அம்மையார் தெரு, தென்றல் நகர், கோட்டையூர், சிவகங்கை மாவட்டம். 2) ஜான் ஜெயபால் 6-8/143 ஆஸ்பத்திரி வீதி, கோட்டையூர், சிவகங்கை மாவட்டம். 3) எச்.சாதுல் ஹமீது 7- காட்டுநாண் கீழ்கரை,கோட்டையூர், சிவகங்கை மாவட்டம்.	[494, 514, 715, 582]
